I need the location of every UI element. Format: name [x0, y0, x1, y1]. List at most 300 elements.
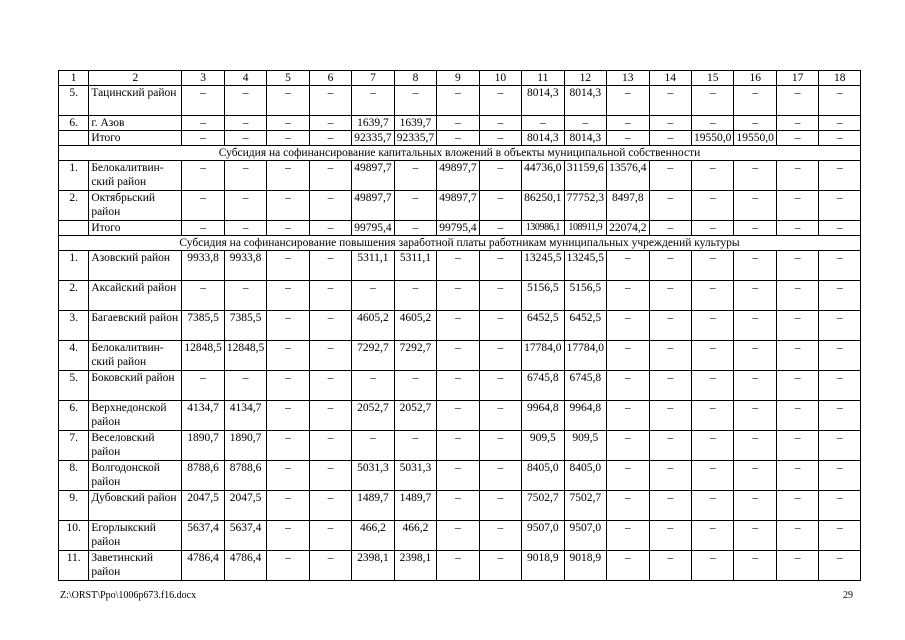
value-cell: – [394, 371, 436, 401]
value-cell: – [479, 281, 521, 311]
table-row [59, 251, 861, 281]
value-cell: 6452,5 [564, 311, 606, 341]
column-header: 17 [776, 71, 818, 86]
value-cell: – [607, 521, 649, 551]
value-cell: – [776, 341, 818, 371]
value-cell: – [649, 161, 691, 191]
value-cell: – [479, 86, 521, 116]
row-number: 9. [59, 491, 89, 521]
value-cell: – [394, 221, 436, 236]
value-cell: – [224, 161, 266, 191]
value-cell: – [437, 371, 479, 401]
value-cell: – [607, 251, 649, 281]
row-number: 1. [59, 251, 89, 281]
value-cell: – [437, 521, 479, 551]
value-cell: – [691, 86, 733, 116]
value-cell: – [819, 551, 861, 581]
district-name: г. Азов [89, 116, 182, 131]
value-cell: 7502,7 [564, 491, 606, 521]
value-cell: 130986,1 [522, 221, 564, 236]
value-cell: – [776, 281, 818, 311]
value-cell: – [649, 521, 691, 551]
value-cell: – [734, 491, 776, 521]
district-name: Итого [89, 131, 182, 146]
column-header: 14 [649, 71, 691, 86]
table-header-row [59, 71, 861, 86]
value-cell: – [309, 131, 351, 146]
value-cell: 1639,7 [352, 116, 394, 131]
value-cell: 8788,6 [182, 461, 224, 491]
value-cell: – [224, 191, 266, 221]
value-cell: 92335,7 [394, 131, 436, 146]
value-cell: – [267, 311, 309, 341]
value-cell: – [352, 86, 394, 116]
value-cell: 17784,0 [564, 341, 606, 371]
value-cell: – [224, 221, 266, 236]
value-cell: 17784,0 [522, 341, 564, 371]
row-number: 11. [59, 551, 89, 581]
value-cell: 5031,3 [352, 461, 394, 491]
district-name: Белокалитвин-ский район [89, 341, 182, 371]
value-cell: – [479, 161, 521, 191]
value-cell: – [479, 221, 521, 236]
value-cell: 5031,3 [394, 461, 436, 491]
value-cell: – [734, 521, 776, 551]
value-cell: – [182, 116, 224, 131]
value-cell: 5311,1 [352, 251, 394, 281]
value-cell: 9018,9 [522, 551, 564, 581]
value-cell: – [607, 371, 649, 401]
row-number [59, 131, 89, 146]
value-cell: – [309, 461, 351, 491]
value-cell: – [691, 371, 733, 401]
value-cell: 19550,0 [734, 131, 776, 146]
value-cell: – [649, 341, 691, 371]
value-cell: – [734, 251, 776, 281]
value-cell: 8405,0 [522, 461, 564, 491]
value-cell: 8014,3 [564, 86, 606, 116]
value-cell: – [182, 86, 224, 116]
value-cell: – [649, 221, 691, 236]
value-cell: – [352, 281, 394, 311]
value-cell: – [479, 551, 521, 581]
value-cell: – [437, 86, 479, 116]
value-cell: – [649, 461, 691, 491]
value-cell: – [437, 116, 479, 131]
row-number: 10. [59, 521, 89, 551]
value-cell: – [437, 311, 479, 341]
value-cell: 6745,8 [564, 371, 606, 401]
value-cell: – [267, 551, 309, 581]
value-cell: 49897,7 [437, 161, 479, 191]
value-cell: – [267, 431, 309, 461]
value-cell: – [479, 191, 521, 221]
value-cell: – [437, 341, 479, 371]
value-cell: – [734, 281, 776, 311]
value-cell: – [309, 431, 351, 461]
value-cell: – [734, 431, 776, 461]
column-header: 6 [309, 71, 351, 86]
value-cell: 9507,0 [522, 521, 564, 551]
row-number: 2. [59, 191, 89, 221]
table-row [59, 131, 861, 146]
value-cell: – [182, 281, 224, 311]
section-heading: Субсидия на софинансирование повышения заработной платы работникам муниципальных учреждений культуры [59, 236, 861, 251]
value-cell: – [479, 311, 521, 341]
value-cell: – [267, 221, 309, 236]
value-cell: – [819, 371, 861, 401]
budget-table [58, 70, 861, 581]
value-cell: – [819, 431, 861, 461]
value-cell: – [607, 311, 649, 341]
value-cell: – [649, 491, 691, 521]
value-cell: – [734, 371, 776, 401]
value-cell: – [734, 116, 776, 131]
value-cell: – [691, 461, 733, 491]
value-cell: – [819, 86, 861, 116]
district-name: Боковский район [89, 371, 182, 401]
value-cell: – [649, 401, 691, 431]
value-cell: 4786,4 [224, 551, 266, 581]
value-cell: – [734, 86, 776, 116]
value-cell: 2047,5 [224, 491, 266, 521]
value-cell: – [819, 161, 861, 191]
table-row [59, 191, 861, 221]
value-cell: – [267, 116, 309, 131]
value-cell: – [819, 221, 861, 236]
value-cell: – [691, 521, 733, 551]
value-cell: 99795,4 [352, 221, 394, 236]
value-cell: 49897,7 [437, 191, 479, 221]
value-cell: 7292,7 [394, 341, 436, 371]
row-number: 6. [59, 401, 89, 431]
value-cell: – [691, 311, 733, 341]
table-row [59, 491, 861, 521]
value-cell: – [437, 491, 479, 521]
value-cell: – [309, 311, 351, 341]
value-cell: – [734, 461, 776, 491]
value-cell: 6452,5 [522, 311, 564, 341]
value-cell: – [819, 251, 861, 281]
value-cell: 9964,8 [564, 401, 606, 431]
value-cell: 9507,0 [564, 521, 606, 551]
value-cell: – [734, 221, 776, 236]
value-cell: 4134,7 [224, 401, 266, 431]
value-cell: – [224, 131, 266, 146]
value-cell: – [394, 431, 436, 461]
value-cell: – [437, 131, 479, 146]
value-cell: – [776, 221, 818, 236]
value-cell: – [267, 371, 309, 401]
value-cell: – [309, 221, 351, 236]
value-cell: 8014,3 [522, 131, 564, 146]
table-row [59, 371, 861, 401]
value-cell: 99795,4 [437, 221, 479, 236]
value-cell: 1890,7 [182, 431, 224, 461]
section-heading-row [59, 146, 861, 161]
column-header: 2 [89, 71, 182, 86]
value-cell: – [607, 86, 649, 116]
value-cell: 1489,7 [394, 491, 436, 521]
district-name: Веселовский район [89, 431, 182, 461]
footer-file-path: Z:\ORST\Ppo\1006p673.f16.docx [60, 590, 197, 601]
table-row [59, 221, 861, 236]
value-cell: 2052,7 [394, 401, 436, 431]
table-row [59, 521, 861, 551]
value-cell: – [649, 116, 691, 131]
value-cell: – [649, 191, 691, 221]
row-number: 8. [59, 461, 89, 491]
value-cell: 466,2 [394, 521, 436, 551]
value-cell: 13245,5 [564, 251, 606, 281]
value-cell: – [437, 281, 479, 311]
table-row [59, 311, 861, 341]
value-cell: – [691, 281, 733, 311]
value-cell: 4605,2 [394, 311, 436, 341]
value-cell: 9018,9 [564, 551, 606, 581]
value-cell: – [649, 131, 691, 146]
value-cell: – [607, 551, 649, 581]
value-cell: – [437, 551, 479, 581]
value-cell: – [819, 131, 861, 146]
value-cell: 7292,7 [352, 341, 394, 371]
value-cell: – [776, 401, 818, 431]
value-cell: – [649, 251, 691, 281]
value-cell: – [776, 431, 818, 461]
value-cell: – [691, 341, 733, 371]
value-cell: 2047,5 [182, 491, 224, 521]
value-cell: – [267, 86, 309, 116]
district-name: Багаевский район [89, 311, 182, 341]
value-cell: 5637,4 [224, 521, 266, 551]
value-cell: 49897,7 [352, 161, 394, 191]
value-cell: – [776, 551, 818, 581]
value-cell: 5637,4 [182, 521, 224, 551]
district-name: Октябрьский район [89, 191, 182, 221]
value-cell: – [691, 191, 733, 221]
value-cell: 9933,8 [182, 251, 224, 281]
value-cell: 92335,7 [352, 131, 394, 146]
value-cell: – [479, 116, 521, 131]
value-cell: 1489,7 [352, 491, 394, 521]
value-cell: 466,2 [352, 521, 394, 551]
district-name: Верхнедонской район [89, 401, 182, 431]
value-cell: – [649, 431, 691, 461]
value-cell: 12848,5 [182, 341, 224, 371]
value-cell: – [224, 281, 266, 311]
district-name: Егорлыкский район [89, 521, 182, 551]
value-cell: – [691, 251, 733, 281]
value-cell: – [267, 491, 309, 521]
value-cell: – [224, 371, 266, 401]
value-cell: 8014,3 [522, 86, 564, 116]
value-cell: – [394, 191, 436, 221]
table-row [59, 431, 861, 461]
section-heading: Субсидия на софинансирование капитальных вложений в объекты муниципальной собственности [59, 146, 861, 161]
value-cell: 909,5 [564, 431, 606, 461]
district-name: Итого [89, 221, 182, 236]
value-cell: – [437, 431, 479, 461]
row-number: 1. [59, 161, 89, 191]
value-cell: – [691, 116, 733, 131]
value-cell: – [309, 116, 351, 131]
value-cell: – [479, 371, 521, 401]
value-cell: – [309, 281, 351, 311]
district-name: Дубовский район [89, 491, 182, 521]
value-cell: – [819, 461, 861, 491]
value-cell: – [607, 491, 649, 521]
value-cell: – [607, 431, 649, 461]
value-cell: – [734, 311, 776, 341]
value-cell: 22074,2 [607, 221, 649, 236]
value-cell: 2398,1 [352, 551, 394, 581]
value-cell: 31159,6 [564, 161, 606, 191]
value-cell: – [309, 551, 351, 581]
value-cell: – [819, 341, 861, 371]
row-number: 7. [59, 431, 89, 461]
value-cell: – [607, 116, 649, 131]
value-cell: – [819, 191, 861, 221]
value-cell: – [267, 191, 309, 221]
value-cell: – [691, 161, 733, 191]
table-row [59, 341, 861, 371]
value-cell: – [776, 461, 818, 491]
value-cell: – [267, 521, 309, 551]
value-cell: – [607, 281, 649, 311]
value-cell: 909,5 [522, 431, 564, 461]
value-cell: – [776, 131, 818, 146]
column-header: 13 [607, 71, 649, 86]
value-cell: – [437, 461, 479, 491]
value-cell: 44736,0 [522, 161, 564, 191]
value-cell: – [394, 161, 436, 191]
value-cell: 8788,6 [224, 461, 266, 491]
value-cell: – [309, 371, 351, 401]
value-cell: 49897,7 [352, 191, 394, 221]
value-cell: – [734, 341, 776, 371]
column-header: 10 [479, 71, 521, 86]
district-name: Заветинский район [89, 551, 182, 581]
value-cell: 5311,1 [394, 251, 436, 281]
value-cell: – [691, 221, 733, 236]
value-cell: 4134,7 [182, 401, 224, 431]
value-cell: – [224, 86, 266, 116]
value-cell: – [776, 251, 818, 281]
value-cell: – [352, 431, 394, 461]
table-row [59, 401, 861, 431]
column-header: 11 [522, 71, 564, 86]
value-cell: – [649, 371, 691, 401]
value-cell: – [649, 281, 691, 311]
column-header: 18 [819, 71, 861, 86]
table-row [59, 116, 861, 131]
value-cell: 6745,8 [522, 371, 564, 401]
value-cell: 7385,5 [224, 311, 266, 341]
value-cell: – [691, 401, 733, 431]
value-cell: – [819, 521, 861, 551]
column-header: 3 [182, 71, 224, 86]
value-cell: – [819, 311, 861, 341]
value-cell: – [649, 86, 691, 116]
value-cell: – [649, 311, 691, 341]
value-cell: – [267, 401, 309, 431]
value-cell: 19550,0 [691, 131, 733, 146]
value-cell: – [734, 191, 776, 221]
value-cell: – [309, 341, 351, 371]
column-header: 16 [734, 71, 776, 86]
value-cell: – [607, 461, 649, 491]
value-cell: – [522, 116, 564, 131]
table-row [59, 161, 861, 191]
value-cell: – [479, 461, 521, 491]
value-cell: – [776, 116, 818, 131]
value-cell: 9964,8 [522, 401, 564, 431]
value-cell: 5156,5 [522, 281, 564, 311]
value-cell: – [182, 161, 224, 191]
value-cell: – [267, 161, 309, 191]
table-row [59, 86, 861, 116]
value-cell: – [691, 491, 733, 521]
value-cell: – [267, 131, 309, 146]
value-cell: – [309, 191, 351, 221]
column-header: 1 [59, 71, 89, 86]
column-header: 15 [691, 71, 733, 86]
table-row [59, 461, 861, 491]
value-cell: – [819, 116, 861, 131]
value-cell: – [479, 431, 521, 461]
value-cell: – [776, 191, 818, 221]
value-cell: – [267, 341, 309, 371]
value-cell: – [776, 161, 818, 191]
column-header: 12 [564, 71, 606, 86]
district-name: Азовский район [89, 251, 182, 281]
value-cell: – [479, 341, 521, 371]
value-cell: 4605,2 [352, 311, 394, 341]
value-cell: – [437, 251, 479, 281]
value-cell: – [734, 551, 776, 581]
value-cell: – [607, 131, 649, 146]
column-header: 4 [224, 71, 266, 86]
value-cell: – [734, 401, 776, 431]
column-header: 9 [437, 71, 479, 86]
value-cell: 7502,7 [522, 491, 564, 521]
district-name: Белокалитвин-ский район [89, 161, 182, 191]
value-cell: 12848,5 [224, 341, 266, 371]
value-cell: – [309, 86, 351, 116]
value-cell: – [309, 491, 351, 521]
value-cell: 7385,5 [182, 311, 224, 341]
value-cell: – [309, 401, 351, 431]
value-cell: 77752,3 [564, 191, 606, 221]
row-number: 3. [59, 311, 89, 341]
value-cell: – [734, 161, 776, 191]
value-cell: – [479, 491, 521, 521]
row-number: 5. [59, 371, 89, 401]
row-number: 5. [59, 86, 89, 116]
column-header: 8 [394, 71, 436, 86]
value-cell: 13245,5 [522, 251, 564, 281]
value-cell: – [564, 116, 606, 131]
value-cell: – [479, 521, 521, 551]
value-cell: – [776, 311, 818, 341]
value-cell: 8014,3 [564, 131, 606, 146]
value-cell: 1639,7 [394, 116, 436, 131]
value-cell: – [309, 251, 351, 281]
district-name: Волгодонской район [89, 461, 182, 491]
value-cell: – [607, 341, 649, 371]
value-cell: – [776, 491, 818, 521]
value-cell: 86250,1 [522, 191, 564, 221]
